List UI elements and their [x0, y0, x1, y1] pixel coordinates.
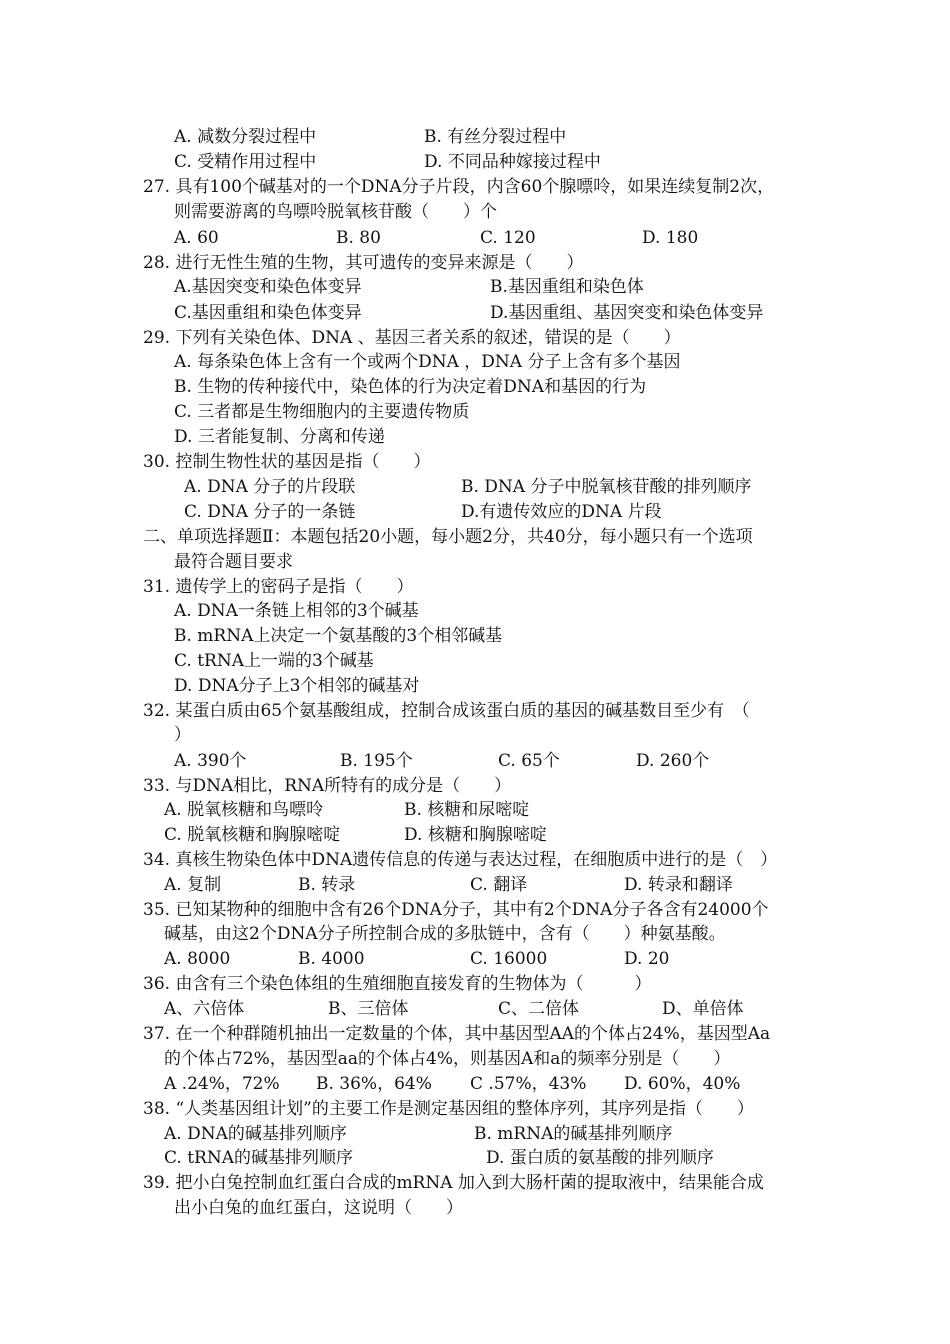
option-a: A. DNA 分子的片段联	[184, 477, 356, 497]
option-b: B. 生物的传种接代中，染色体的行为决定着DNA和基因的行为	[174, 377, 647, 397]
option-d: D、单倍体	[662, 999, 744, 1019]
option-c: C. 120	[480, 228, 536, 248]
option-c: C. 脱氧核糖和胸腺嘧啶	[164, 825, 341, 845]
question-stem: 38. “人类基因组计划”的主要工作是测定基因组的整体序列，其序列是指（ ）	[143, 1099, 754, 1119]
question-stem: 30. 控制生物性状的基因是指（ ）	[143, 452, 431, 472]
option-c: C. 翻译	[470, 875, 528, 895]
question-stem: 27. 具有100个碱基对的一个DNA分子片段，内含60个腺嘌呤，如果连续复制2次，	[143, 177, 775, 197]
question-stem: 37. 在一个种群随机抽出一定数量的个体，其中基因型AA的个体占24%，基因型Aa	[143, 1024, 771, 1044]
option-b: B. mRNA的碱基排列顺序	[474, 1124, 673, 1144]
option-b: B. 36%，64%	[316, 1074, 432, 1094]
option-a: A、六倍体	[164, 999, 245, 1019]
option-a: A. 60	[174, 228, 219, 248]
option-d: D. DNA分子上3个相邻的碱基对	[174, 676, 420, 696]
option-b: B. mRNA上决定一个氨基酸的3个相邻碱基	[174, 626, 503, 646]
option-b: B. 转录	[298, 875, 356, 895]
option-d: D. 260个	[636, 751, 710, 771]
option-b: B. 有丝分裂过程中	[424, 127, 567, 147]
option-d: D. 不同品种嫁接过程中	[424, 152, 601, 172]
option-c: C. 65个	[498, 751, 560, 771]
question-stem: 34. 真核生物染色体中DNA遗传信息的传递与表达过程，在细胞质中进行的是（ ）	[143, 850, 778, 870]
option-c: C、二倍体	[498, 999, 580, 1019]
option-a: A. 390个	[174, 751, 247, 771]
question-stem: 出小白兔的血红蛋白，这说明（ ）	[174, 1198, 463, 1218]
question-stem: 29. 下列有关染色体、DNA 、基因三者关系的叙述，错误的是（ ）	[143, 328, 681, 348]
option-d: D. 蛋白质的氨基酸的排列顺序	[486, 1148, 714, 1168]
question-stem: 则需要游离的鸟嘌呤脱氧核苷酸（ ）个	[174, 202, 497, 222]
option-d: D. 核糖和胸腺嘧啶	[404, 825, 547, 845]
question-stem: ）	[174, 725, 191, 745]
option-d: D.有遗传效应的DNA 片段	[461, 502, 662, 522]
option-c: C. 16000	[470, 949, 548, 969]
question-stem: 33. 与DNA相比，RNA所特有的成分是（ ）	[143, 776, 512, 796]
option-d: D. 20	[624, 949, 670, 969]
option-c: C. tRNA上一端的3个碱基	[174, 651, 374, 671]
option-c: C. DNA 分子的一条链	[184, 502, 356, 522]
option-b: B. 195个	[340, 751, 413, 771]
question-stem: 碱基，由这2个DNA分子所控制合成的多肽链中，含有（ ）种氨基酸。	[164, 924, 726, 944]
section-header: 二、单项选择题Ⅱ：本题包括20小题，每小题2分，共40分，每小题只有一个选项	[143, 527, 753, 547]
option-a: A. 减数分裂过程中	[174, 127, 317, 147]
option-b: B. DNA 分子中脱氧核苷酸的排列顺序	[461, 477, 752, 497]
option-b: B.基因重组和染色体	[490, 277, 644, 297]
option-a: A. 每条染色体上含有一个或两个DNA ，DNA 分子上含有多个基因	[174, 352, 681, 372]
question-stem: 39. 把小白兔控制血红蛋白合成的mRNA 加入到大肠杆菌的提取液中，结果能合成	[143, 1173, 764, 1193]
question-stem: 28. 进行无性生殖的生物，其可遗传的变异来源是（ ）	[143, 253, 584, 273]
option-a: A .24%，72%	[164, 1074, 280, 1094]
option-a: A. 复制	[164, 875, 222, 895]
question-stem: 31. 遗传学上的密码子是指（ ）	[143, 577, 414, 597]
option-b: B. 80	[336, 228, 381, 248]
option-d: D. 180	[642, 228, 699, 248]
option-d: D. 三者能复制、分离和传递	[174, 427, 385, 447]
option-c: C. 三者都是生物细胞内的主要遗传物质	[174, 402, 470, 422]
option-b: B、三倍体	[328, 999, 409, 1019]
option-d: D.基因重组、基因突变和染色体变异	[490, 303, 764, 323]
option-d: D. 转录和翻译	[624, 875, 733, 895]
option-c: C. 受精作用过程中	[174, 152, 317, 172]
option-a: A. 8000	[164, 949, 231, 969]
question-stem: 的个体占72%，基因型aa的个体占4%，则基因A和a的频率分别是（ ）	[164, 1049, 731, 1069]
option-d: D. 60%，40%	[624, 1074, 741, 1094]
option-a: A. 脱氧核糖和鸟嘌呤	[164, 800, 324, 820]
section-header: 最符合题目要求	[174, 552, 293, 572]
option-b: B. 4000	[298, 949, 365, 969]
option-c: C .57%，43%	[470, 1074, 587, 1094]
option-b: B. 核糖和尿嘧啶	[404, 800, 530, 820]
option-a: A.基因突变和染色体变异	[174, 277, 362, 297]
option-a: A. DNA的碱基排列顺序	[164, 1124, 347, 1144]
question-stem: 32. 某蛋白质由65个氨基酸组成，控制合成该蛋白质的基因的碱基数目至少有 （	[143, 701, 750, 721]
option-c: C.基因重组和染色体变异	[174, 303, 362, 323]
option-c: C. tRNA的碱基排列顺序	[164, 1148, 353, 1168]
option-a: A. DNA一条链上相邻的3个碱基	[174, 601, 419, 621]
question-stem: 36. 由含有三个染色体组的生殖细胞直接发育的生物体为（ ）	[143, 974, 652, 994]
question-stem: 35. 已知某物种的细胞中含有26个DNA分子，其中有2个DNA分子各含有24000个	[143, 900, 769, 920]
